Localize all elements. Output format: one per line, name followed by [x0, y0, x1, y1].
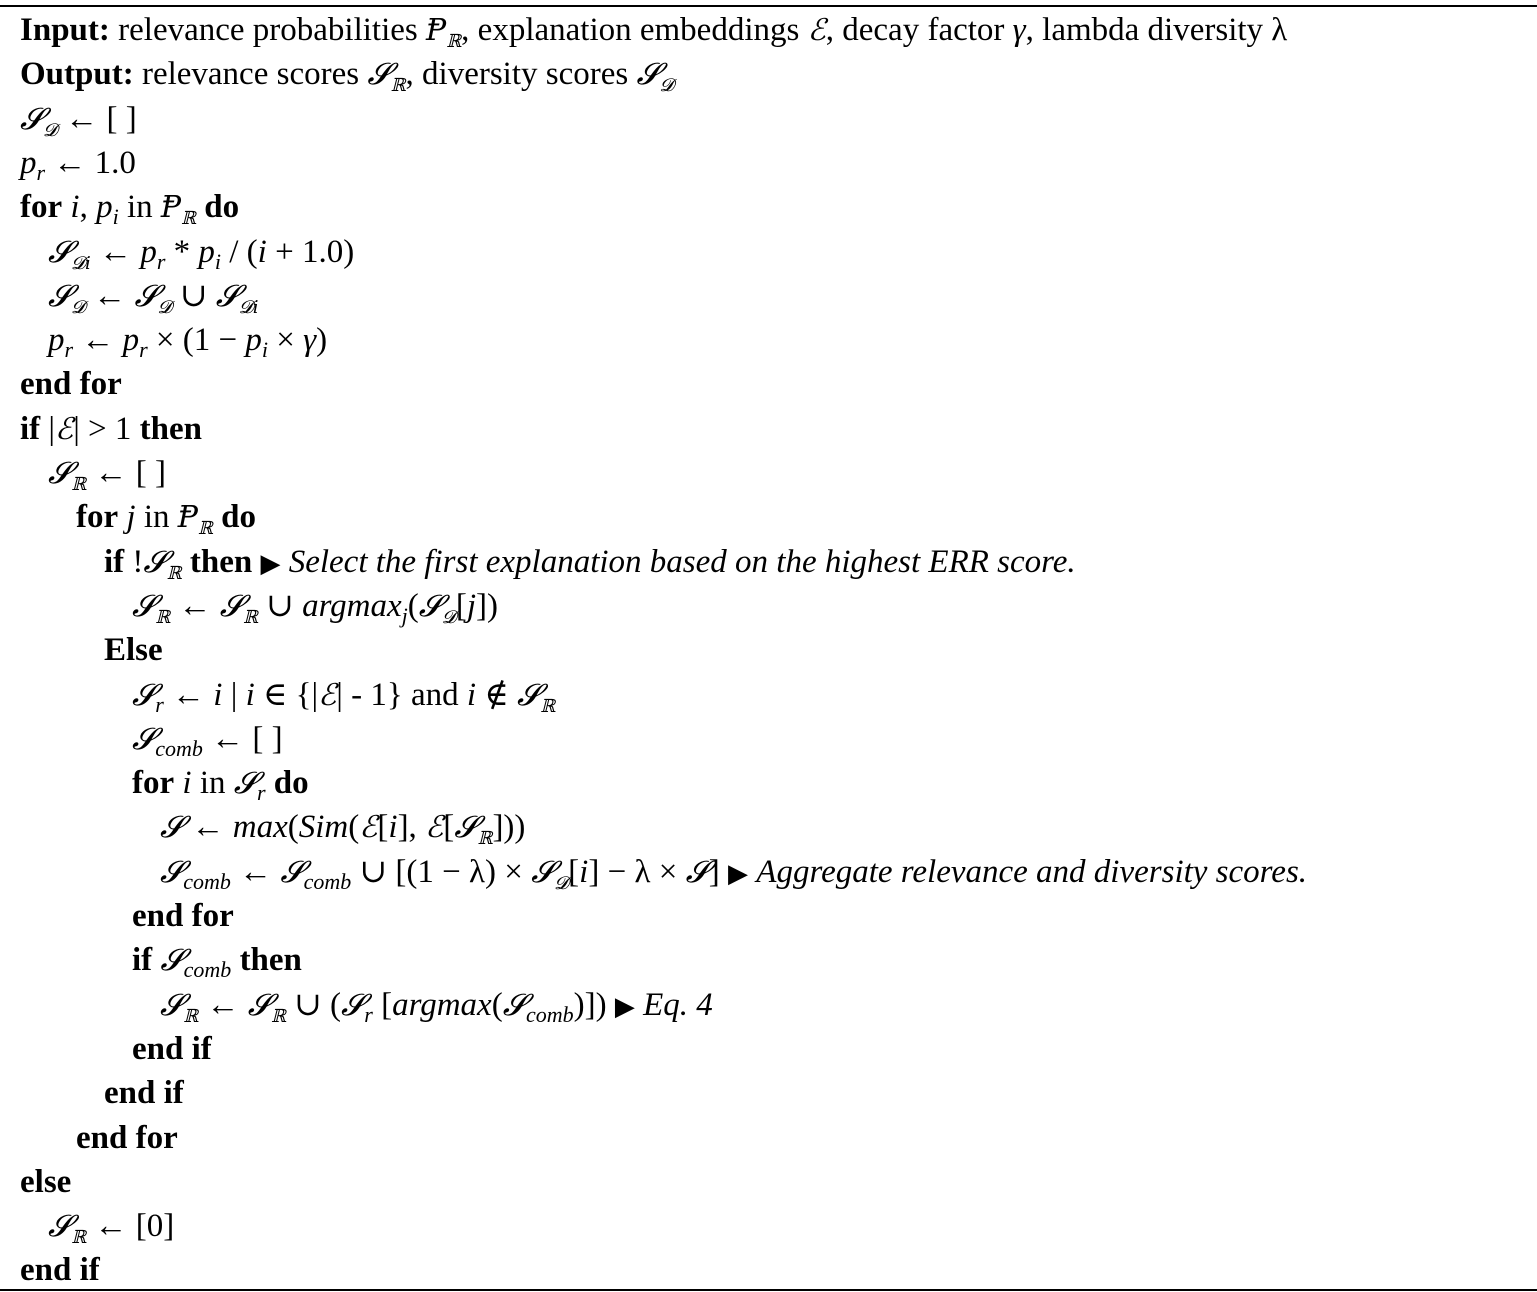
line-text: + 1.0)	[266, 233, 355, 270]
keyword: then	[139, 410, 203, 447]
algorithm-line	[132, 1029, 212, 1069]
line-text: 𝓢	[160, 854, 184, 890]
line-text: ℝ	[71, 1227, 87, 1249]
algorithm-line	[76, 1118, 178, 1158]
algorithm-line	[20, 187, 240, 230]
comment-marker-icon: ▶	[614, 991, 635, 1022]
line-text: ℝ	[242, 606, 258, 628]
line-text: 𝓢	[143, 544, 167, 580]
keyword: if	[20, 410, 41, 447]
line-text: 𝓢	[219, 588, 243, 624]
line-text: (	[491, 986, 503, 1023]
line-text: (	[407, 587, 419, 624]
line-text: 𝓢	[247, 987, 271, 1023]
line-text: γ	[1012, 12, 1026, 48]
line-text: i	[112, 204, 119, 230]
line-text: )	[316, 322, 328, 359]
algorithm-line	[132, 896, 234, 936]
line-text: ←	[90, 233, 141, 270]
line-text: [	[443, 809, 455, 846]
keyword: for	[132, 765, 175, 802]
line-text: ← [ ]	[57, 100, 137, 137]
algorithm-line	[20, 409, 202, 449]
line-text: ℝ	[181, 208, 197, 230]
line-text: p	[20, 144, 37, 181]
line-text: 𝓢	[20, 101, 44, 137]
keyword: end for	[132, 898, 234, 934]
line-text: 𝓢	[132, 677, 156, 713]
line-text: p	[140, 233, 157, 270]
line-text: ℝ	[390, 75, 406, 97]
algorithm-line	[160, 852, 1307, 892]
line-text: 𝓢	[215, 278, 239, 314]
line-text: ℰ	[807, 13, 826, 48]
line-text: |	[40, 410, 56, 447]
line-text: ←	[230, 853, 281, 890]
line-text: ],	[397, 809, 426, 846]
line-text: ←	[183, 809, 233, 846]
line-text: j	[466, 587, 477, 624]
line-text: ←	[73, 322, 123, 359]
line-text: j	[126, 499, 136, 536]
line-text: 𝓢	[132, 588, 156, 624]
line-text: in	[118, 189, 161, 226]
keyword: Output:	[20, 56, 134, 93]
line-text: 𝓢	[280, 854, 304, 890]
line-text: 𝓓	[157, 296, 172, 318]
line-text: ℰ	[55, 411, 74, 447]
line-text: 𝓢	[134, 278, 158, 314]
line-text: 𝓓i	[238, 296, 259, 318]
line-text: 𝓢	[48, 1209, 72, 1245]
algorithm-line	[104, 542, 1076, 582]
line-text	[266, 765, 274, 801]
line-text: 𝓢	[502, 987, 526, 1023]
line-text: (	[348, 809, 360, 846]
line-text: ]))	[492, 809, 526, 846]
line-text: Ᵽ	[160, 190, 182, 226]
line-text: 𝓢	[160, 810, 184, 846]
line-text: ℰ	[318, 677, 337, 713]
algorithm-line	[160, 985, 713, 1025]
line-text: 𝓓	[71, 296, 86, 318]
line-text: p	[198, 233, 215, 270]
algorithm-line	[132, 763, 309, 806]
line-text: Sim	[298, 809, 349, 846]
line-text: ] − λ ×	[588, 853, 686, 890]
line-text: ∈ {|	[254, 676, 319, 713]
algorithm-line	[20, 99, 137, 139]
comment-marker-icon: ▶	[260, 548, 281, 579]
line-text: 𝓢	[160, 987, 184, 1023]
line-text: 𝓢	[685, 854, 709, 890]
algorithm-line	[48, 1206, 175, 1249]
line-text: r	[155, 691, 164, 717]
line-text: 𝓢	[531, 854, 555, 890]
line-text: ×	[267, 322, 304, 359]
line-text: (	[287, 809, 299, 846]
line-text: r	[364, 1001, 373, 1027]
line-text: ℝ	[155, 606, 171, 628]
keyword: do	[273, 765, 309, 802]
line-text: Select the first explanation based on the highest ERR score.	[288, 543, 1076, 580]
line-text: in	[191, 765, 234, 802]
line-text: r	[156, 248, 166, 274]
line-text: ℰ	[425, 810, 444, 846]
line-text: ]	[708, 853, 729, 890]
algorithm-line	[48, 232, 354, 272]
line-text: ∪ (	[285, 986, 342, 1023]
line-text: [	[377, 809, 389, 846]
keyword: end if	[132, 1030, 212, 1067]
line-text	[280, 544, 288, 580]
line-text: 𝓢	[517, 677, 541, 713]
keyword: if	[132, 942, 153, 979]
line-text: i	[261, 337, 268, 363]
line-text: Aggregate relevance and diversity scores.	[756, 853, 1308, 890]
line-text: ←	[163, 676, 214, 713]
line-text: in	[135, 499, 178, 536]
algorithm-line	[132, 586, 498, 626]
line-text: r	[36, 159, 46, 185]
line-text	[231, 942, 239, 978]
line-text: ∪	[171, 277, 216, 314]
line-text: ])	[476, 587, 498, 624]
line-text: , decay factor	[825, 12, 1013, 48]
line-text	[635, 987, 643, 1023]
algorithm-line	[132, 675, 555, 715]
keyword: then	[189, 543, 253, 580]
line-text: ℝ	[477, 828, 493, 850]
algorithm-line	[48, 453, 166, 493]
line-text: Eq. 4	[643, 986, 713, 1023]
line-text	[182, 544, 190, 580]
line-text: 𝓓	[442, 606, 456, 628]
line-text: 𝓢	[636, 57, 660, 93]
line-text: 𝓓	[554, 872, 569, 894]
line-text: r	[256, 780, 266, 806]
algorithm-line	[20, 1250, 100, 1290]
bottom-rule	[0, 1289, 1537, 1291]
line-text	[213, 499, 221, 535]
line-text: 𝓢	[233, 766, 257, 802]
line-text: ← 1.0	[45, 144, 136, 181]
line-text: 𝓓	[659, 75, 674, 97]
keyword: do	[221, 499, 256, 536]
line-text: ← [ ]	[86, 455, 166, 491]
line-text: i	[579, 853, 589, 890]
algorithm-line	[104, 1073, 184, 1113]
line-text: r	[64, 337, 74, 363]
keyword: end for	[76, 1119, 178, 1156]
line-text: ←	[85, 277, 135, 314]
line-text: 𝓢	[454, 810, 478, 846]
algorithm-line	[104, 630, 163, 670]
line-text: i	[182, 765, 192, 802]
keyword: do	[204, 189, 240, 226]
line-text: comb	[525, 1001, 574, 1027]
line-text: 𝓢	[341, 987, 365, 1023]
line-text: 𝓢	[418, 588, 443, 624]
line-text: p	[96, 189, 113, 226]
line-text: 𝓢	[367, 57, 391, 93]
line-text: argmax	[392, 986, 492, 1023]
line-text: comb	[183, 868, 231, 894]
keyword: Else	[104, 632, 163, 669]
line-text: ← [ ]	[202, 720, 283, 757]
line-text: ℝ	[183, 1005, 199, 1027]
keyword: if	[104, 543, 125, 580]
line-text: , lambda diversity λ	[1025, 12, 1288, 48]
line-text: relevance probabilities	[109, 12, 427, 48]
line-text: ℰ	[359, 810, 378, 846]
line-text: 𝓓i	[71, 252, 91, 274]
line-text: ∪ [(1 − λ) ×	[351, 853, 532, 890]
line-text: p	[245, 322, 262, 359]
algorithm-line	[20, 10, 1287, 50]
line-text: !	[124, 543, 144, 580]
algorithm-line	[20, 1162, 71, 1202]
keyword: else	[20, 1163, 72, 1200]
line-text: 𝓢	[48, 278, 72, 314]
line-text: 𝓢	[48, 456, 72, 491]
line-text: | - 1} and	[336, 676, 467, 713]
algorithm-line	[132, 940, 302, 983]
line-text: ∉	[476, 676, 517, 713]
line-text: | > 1	[73, 410, 140, 447]
line-text: ←	[170, 587, 220, 624]
line-text: )])	[573, 986, 615, 1023]
keyword: end if	[20, 1252, 100, 1289]
algorithm-line	[160, 807, 526, 850]
line-text: 𝓢	[160, 943, 184, 979]
line-text: 𝓢	[132, 721, 156, 757]
line-text: / (	[221, 233, 258, 270]
line-text: , explanation embeddings	[461, 12, 808, 48]
line-text: i	[214, 248, 221, 274]
comment-marker-icon: ▶	[728, 858, 749, 889]
line-text: Ᵽ	[426, 13, 447, 48]
algorithm-line	[132, 719, 283, 759]
keyword: for	[76, 499, 119, 536]
algorithm-line	[48, 276, 259, 316]
line-text: γ	[303, 322, 317, 359]
line-text: ℝ	[540, 695, 556, 717]
line-text: i	[466, 676, 477, 713]
line-text: *	[165, 233, 199, 270]
line-text: ℝ	[71, 474, 87, 495]
line-text: ℝ	[197, 518, 213, 540]
line-text: ← [0]	[86, 1208, 175, 1245]
line-text: comb	[155, 735, 203, 761]
line-text: i	[257, 233, 267, 270]
line-text: ←	[198, 986, 248, 1023]
line-text: ℝ	[446, 31, 462, 52]
line-text: 𝓓	[43, 119, 58, 141]
line-text: comb	[183, 957, 232, 983]
line-text: p	[48, 322, 65, 359]
line-text: i	[388, 809, 398, 846]
top-rule	[0, 5, 1537, 7]
line-text: i	[213, 676, 223, 713]
algorithm-line	[20, 364, 122, 404]
line-text: ,	[79, 189, 97, 226]
line-text: ℝ	[270, 1005, 286, 1027]
line-text: p	[122, 322, 140, 359]
line-text: ∪	[257, 587, 303, 624]
keyword: end if	[104, 1075, 184, 1112]
line-text: i	[245, 676, 255, 713]
algorithm-line	[20, 143, 136, 183]
line-text: argmax	[302, 587, 402, 624]
line-text: [	[568, 853, 580, 890]
line-text: relevance scores	[133, 56, 368, 93]
line-text: × (1 −	[147, 322, 246, 359]
line-text: comb	[303, 868, 352, 894]
keyword: then	[239, 942, 302, 979]
line-text: |	[222, 676, 246, 713]
line-text: max	[232, 809, 288, 846]
line-text: , diversity scores	[405, 56, 637, 93]
line-text: ℝ	[166, 562, 182, 584]
algorithm-line	[76, 497, 256, 540]
line-text: j	[401, 602, 408, 628]
line-text: r	[139, 337, 148, 363]
keyword: for	[20, 189, 63, 226]
keyword: end for	[20, 366, 122, 403]
algorithm-line	[48, 320, 328, 363]
line-text: [	[455, 587, 467, 624]
line-text: [	[372, 986, 393, 1023]
line-text: 𝓢	[48, 234, 72, 270]
line-text: i	[70, 189, 80, 226]
line-text: Ᵽ	[177, 500, 198, 536]
keyword: Input:	[20, 12, 110, 48]
algorithm-line	[20, 54, 674, 97]
